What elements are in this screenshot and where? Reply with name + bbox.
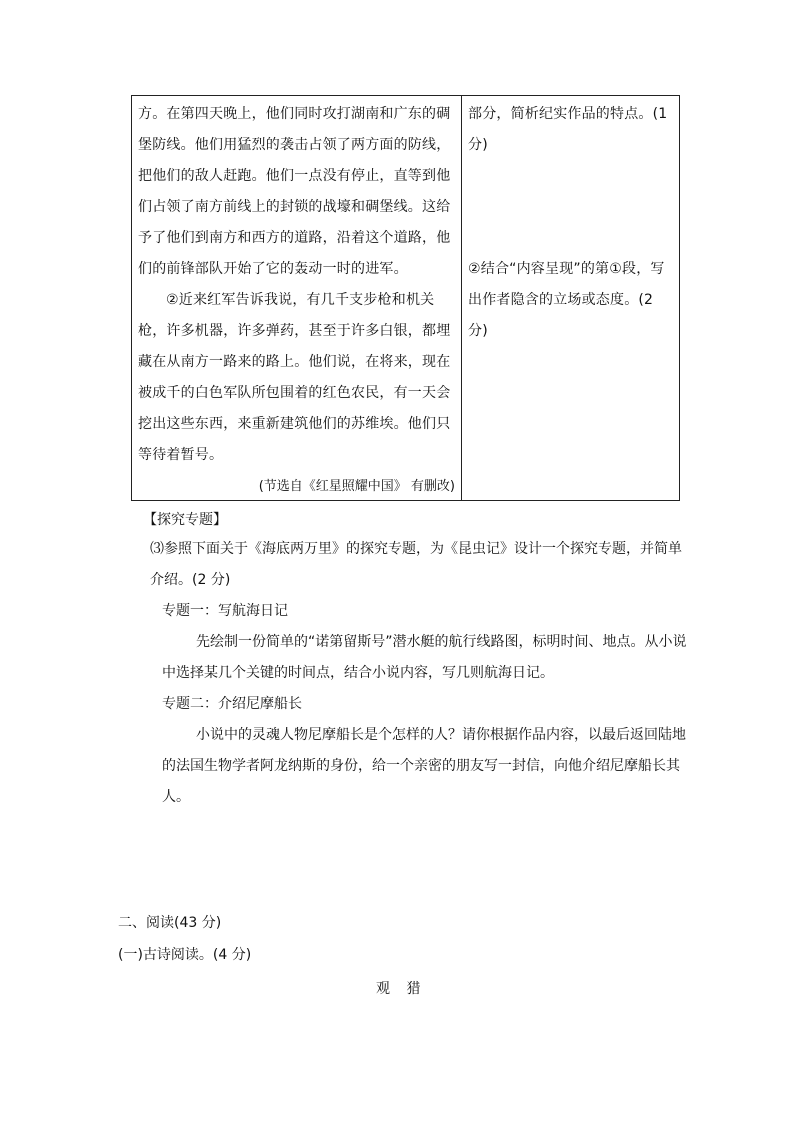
part-2-subtitle: (一)古诗阅读。(4 分) <box>118 947 252 963</box>
passage-source: (节选自《红星照耀中国》 有删改) <box>258 479 455 494</box>
topic-2-body: 小说中的灵魂人物尼摩船长是个怎样的人？请你根据作品内容，以最后返回陆地的法国生物学者阿龙纳斯的身份，给一个亲密的朋友写一封信，向他介绍尼摩船长其人。 <box>162 727 686 805</box>
passage-column <box>132 96 462 500</box>
topic-2-title: 专题二：介绍尼摩船长 <box>162 696 302 712</box>
section-heading: 【探究专题】 <box>143 512 227 528</box>
part-2-title: 二、阅读(43 分) <box>118 915 222 931</box>
question-2-text: ②结合“内容呈现”的第①段，写出作者隐含的立场或态度。(2 分) <box>468 261 665 339</box>
passage-paragraph-1: 方。在第四天晚上，他们同时攻打湖南和广东的碉堡防线。他们用猛烈的袭击占领了两方面的防线，把他们的敌人赶跑。他们一点没有停止，直等到他们占领了南方前线上的封锁的战壕和碉堡线。这给予了他们到南方和西方的道路，沿着这个道路，他们的前锋部队开始了它的轰动一时的进军。 <box>138 106 451 277</box>
reading-table <box>131 95 680 501</box>
question-1-text: 部分，简析纪实作品的特点。(1分) <box>468 106 668 153</box>
question-3-text: ⑶参照下面关于《海底两万里》的探究专题，为《昆虫记》设计一个探究专题，并简单介绍。(2 分) <box>150 541 682 588</box>
topic-1-title: 专题一：写航海日记 <box>162 603 288 619</box>
inquiry-topic-block <box>150 534 690 813</box>
topic-1-body: 先绘制一份简单的“诺第留斯号”潜水艇的航行线路图，标明时间、地点。从小说中选择某几个关键的时间点，结合小说内容，写几则航海日记。 <box>162 634 687 681</box>
poem-title: 观 猎 <box>376 981 427 997</box>
passage-paragraph-2: ②近来红军告诉我说，有几千支步枪和机关枪，许多机器，许多弹药，甚至于许多白银，都埋藏在从南方一路来的路上。他们说，在将来，现在被成千的白色军队所包围着的红色农民，有一天会挖出这些东西，来重新建筑他们的苏维埃。他们只等待着暂号。 <box>138 292 451 463</box>
question-column <box>462 96 679 500</box>
